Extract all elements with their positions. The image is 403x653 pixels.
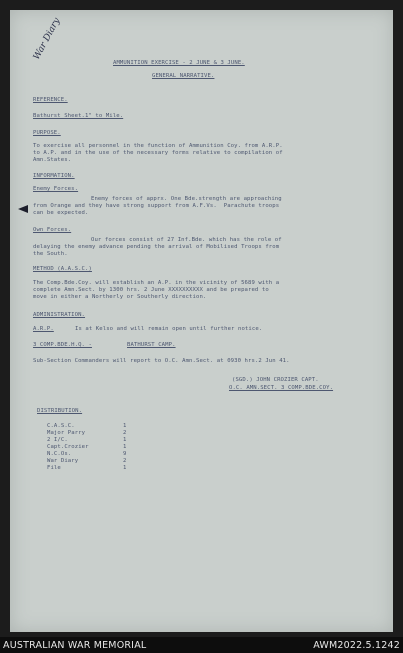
document-page (10, 10, 393, 632)
arp-label: A.R.P. (33, 326, 54, 332)
method-line: The Comp.Bde.Coy. will establish an A.P. in the vicinity of 5689 with a (33, 280, 280, 286)
distribution-copies: 1 (123, 423, 127, 429)
signature-line: O.C. AMN.SECT. 3 COMP.BDE.COY. (229, 385, 334, 391)
distribution-copies: 1 (123, 444, 127, 450)
distribution-recipient: Capt.Crozier (47, 444, 89, 450)
distribution-row (47, 423, 137, 430)
own-line: the South. (33, 251, 68, 257)
method-heading: METHOD (A.A.S.C.) (33, 266, 92, 272)
distribution-copies: 9 (123, 451, 127, 457)
distribution-recipient: C.A.S.C. (47, 423, 75, 429)
distribution-row (47, 444, 137, 451)
purpose-heading: PURPOSE. (33, 130, 61, 136)
distribution-row (47, 430, 137, 437)
coy-hq-heading: 3 COMP.BDE.H.Q. - (33, 342, 92, 348)
purpose-line: To exercise all personnel in the function of Ammunition Coy. from A.R.P. (33, 143, 283, 149)
distribution-row (47, 465, 137, 472)
own-line: Our forces consist of 27 Inf.Bde. which has the role of (91, 237, 282, 243)
enemy-forces-heading: Enemy Forces. (33, 186, 79, 192)
distribution-recipient: 2 I/C. (47, 437, 68, 443)
distribution-row (47, 451, 137, 458)
distribution-recipient: War Diary (47, 458, 79, 464)
footer-strip (0, 637, 403, 653)
distribution-recipient: N.C.Os. (47, 451, 72, 457)
handwritten-note: War Diary (32, 16, 63, 62)
own-forces-heading: Own Forces. (33, 227, 72, 233)
enemy-line: Enemy forces of apprx. One Bde.strength are approaching (91, 196, 282, 202)
distribution-copies: 2 (123, 430, 127, 436)
method-line: complete Amn.Sect. by 1300 hrs. 2 June XXXXXXXXXX and be prepared to (33, 287, 269, 293)
distribution-recipient: Major Parry (47, 430, 86, 436)
footer-left-label: AUSTRALIAN WAR MEMORIAL (3, 640, 147, 651)
reference-text: Bathurst Sheet.1" to Mile. (33, 113, 124, 119)
method-line: move in either a Northerly or Southerly direction. (33, 294, 207, 300)
footer-right-label: AWM2022.5.1242 (313, 640, 400, 651)
enemy-line: from Orange and they have strong support from A.F.Vs. Parachute troops (33, 203, 280, 209)
document-title: AMMUNITION EXERCISE - 2 JUNE & 3 JUNE. (113, 60, 245, 66)
distribution-heading: DISTRIBUTION. (37, 408, 83, 414)
arp-text: Is at Kelso and will remain open until further notice. (75, 326, 263, 332)
camp-heading: BATHURST CAMP. (127, 342, 176, 348)
enemy-line: can be expected. (33, 210, 89, 216)
purpose-line: to A.P. and in the use of the necessary forms relative to compilation of (33, 150, 283, 156)
subsection-text: Sub-Section Commanders will report to O.C. Amn.Sect. at 0930 hrs.2 Jun 41. (33, 358, 290, 364)
distribution-copies: 1 (123, 465, 127, 471)
information-heading: INFORMATION. (33, 173, 75, 179)
distribution-copies: 1 (123, 437, 127, 443)
reference-heading: REFERENCE. (33, 97, 68, 103)
signature-line: (SGD.) JOHN CROZIER CAPT. (232, 377, 319, 383)
own-line: delaying the enemy advance pending the arrival of Mobilised Troops from (33, 244, 280, 250)
distribution-copies: 2 (123, 458, 127, 464)
purpose-line: Amn.States. (33, 157, 72, 163)
distribution-row (47, 437, 137, 444)
administration-heading: ADMINISTRATION. (33, 312, 86, 318)
distribution-row (47, 458, 137, 465)
distribution-recipient: File (47, 465, 61, 471)
document-subtitle: GENERAL NARRATIVE. (152, 73, 215, 79)
arrow-mark-icon (18, 205, 28, 213)
